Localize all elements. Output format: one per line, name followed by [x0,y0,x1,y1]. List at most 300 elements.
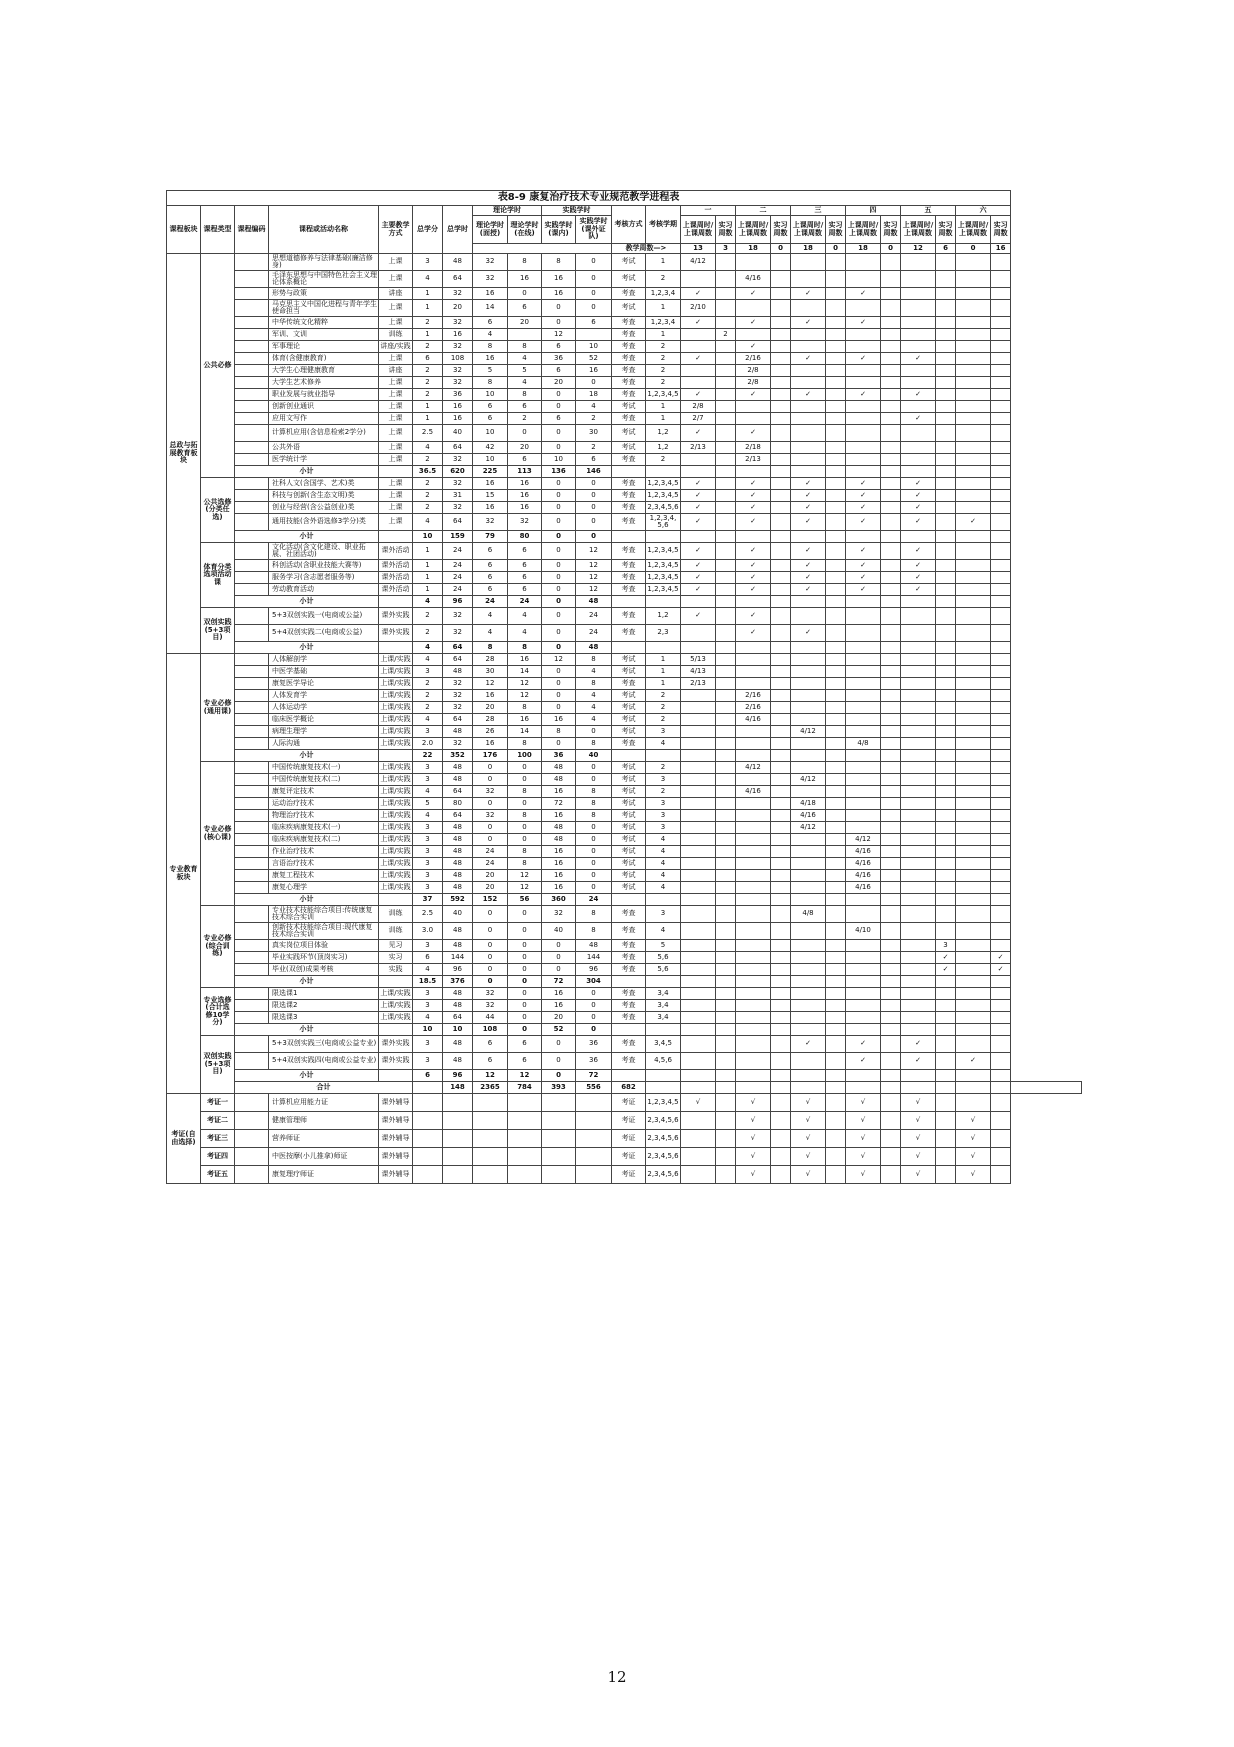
table-title: 表8-9 康复治疗技术专业规范教学进程表 [167,191,1011,206]
semester-cell [791,1070,826,1082]
exam-term: 1 [646,329,681,341]
semester-cell [771,531,791,543]
semester-cell [846,454,881,466]
semester-cell [716,726,736,738]
total-hours: 10 [443,1024,473,1036]
semester-cell: ✓ [736,572,771,584]
theory-online-hours: 12 [508,678,542,690]
semester-cell [681,1070,716,1082]
practice-extra-hours: 0 [576,846,612,858]
semester-cell: ✓ [681,514,716,531]
semester-cell [881,666,901,678]
credits: 1 [413,300,443,317]
credits [413,1094,443,1112]
teaching-method: 课外辅导 [379,1130,413,1148]
semester-cell [826,608,846,625]
total-hours: 159 [443,531,473,543]
semester-cell [736,988,771,1000]
course-code [235,389,269,401]
total-hours: 352 [443,750,473,762]
total-hours: 48 [443,254,473,271]
semester-cell [736,1082,771,1094]
semester-cell [716,317,736,329]
credits [413,1166,443,1184]
theory-class-hours: 15 [473,490,508,502]
semester-cell [901,940,936,952]
theory-class-hours: 4 [473,608,508,625]
semester-cell [771,822,791,834]
semester-cell [771,762,791,774]
theory-online-hours [508,1130,542,1148]
exam-term: 3 [646,726,681,738]
exam-term: 1,2,3,4,5 [646,560,681,572]
semester-cell [881,514,901,531]
exam-method: 考查 [612,952,646,964]
semester-cell [991,584,1011,596]
semester-cell [716,834,736,846]
semester-cell [936,1130,956,1148]
exam-method: 考试 [612,870,646,882]
exam-term: 5 [646,940,681,952]
semester-cell [826,1053,846,1070]
total-hours [443,1166,473,1184]
semester-cell [936,425,956,442]
theory-online-hours: 16 [508,478,542,490]
practice-class-hours: 0 [542,317,576,329]
semester-cell [901,952,936,964]
course-name: 限选课1 [269,988,379,1000]
total-hours [443,1148,473,1166]
semester-cell [771,1012,791,1024]
semester-cell [901,1012,936,1024]
semester-cell [936,560,956,572]
semester-cell [956,584,991,596]
semester-cell [791,1012,826,1024]
semester-cell [846,774,881,786]
credits: 2 [413,690,443,702]
table-row [167,870,1082,882]
semester-cell [846,714,881,726]
semester-cell [826,514,846,531]
semester-cell [736,976,771,988]
semester-cell: ✓ [736,502,771,514]
total-hours: 32 [443,738,473,750]
exam-method: 考查 [612,413,646,425]
semester-cell [826,750,846,762]
theory-online-hours: 8 [508,642,542,654]
course-name: 毛泽东思想与中国特色社会主义理论体系概论 [269,271,379,288]
semester-cell [826,560,846,572]
semester-cell [681,798,716,810]
exam-method: 考查 [612,625,646,642]
practice-class-hours: 20 [542,1012,576,1024]
semester-cell [681,341,716,353]
practice-extra-hours: 0 [576,514,612,531]
practice-class-hours: 16 [542,714,576,726]
semester-cell [716,478,736,490]
semester-cell [881,976,901,988]
semester-cell: ✓ [846,288,881,300]
semester-cell [716,702,736,714]
semester-cell: 5/13 [681,654,716,666]
table-row [167,389,1082,401]
course-name: 康复理疗师证 [269,1166,379,1184]
exam-method: 考试 [612,774,646,786]
exam-term: 1,2,3,4,5 [646,478,681,490]
credits: 6 [413,952,443,964]
theory-online-hours: 12 [508,690,542,702]
theory-online-hours [508,1166,542,1184]
theory-class-hours: 32 [473,988,508,1000]
practice-class-hours: 16 [542,1000,576,1012]
semester-cell: ✓ [791,389,826,401]
theory-online-hours: 12 [508,882,542,894]
semester-cell [991,940,1011,952]
total-hours: 64 [443,271,473,288]
semester-cell [771,1053,791,1070]
semester-cell [771,810,791,822]
semester-cell [936,750,956,762]
semester-cell [826,882,846,894]
course-code [235,317,269,329]
theory-online-hours: 8 [508,702,542,714]
practice-class-hours: 6 [542,413,576,425]
semester-cell [956,798,991,810]
semester-cell [991,1112,1011,1130]
practice-extra-hours: 0 [576,254,612,271]
semester-cell [936,726,956,738]
semester-cell [716,413,736,425]
semester-cell [881,786,901,798]
header-sem-col: 上课周时/上课周数 [736,216,771,244]
theory-class-hours: 8 [473,341,508,353]
practice-extra-hours: 8 [576,923,612,940]
semester-cell [771,858,791,870]
total-hours: 32 [443,317,473,329]
semester-cell [881,502,901,514]
practice-class-hours: 52 [542,1024,576,1036]
header-semester-1: 一 [681,206,736,216]
course-code [235,1094,269,1112]
semester-cell [936,389,956,401]
practice-class-hours: 0 [542,401,576,413]
practice-extra-hours [576,1148,612,1166]
header-week-count: 18 [736,244,771,254]
semester-cell [901,702,936,714]
semester-cell [771,952,791,964]
total-row [167,1082,1082,1094]
semester-cell [681,846,716,858]
semester-cell [901,988,936,1000]
semester-cell [901,377,936,389]
subtotal-label: 小计 [235,1070,379,1082]
subtotal-row [167,1024,1082,1036]
semester-cell [681,1000,716,1012]
semester-cell [881,1094,901,1112]
semester-cell [846,702,881,714]
semester-cell [826,976,846,988]
theory-class-hours: 32 [473,786,508,798]
semester-cell [716,810,736,822]
semester-cell: √ [846,1112,881,1130]
theory-class-hours: 225 [473,466,508,478]
course-type-cell: 公共必修 [201,254,235,478]
semester-cell [826,738,846,750]
header-week-count: 16 [991,244,1011,254]
theory-online-hours: 8 [508,810,542,822]
semester-cell: √ [736,1094,771,1112]
header-sem-col: 实习周数 [991,216,1011,244]
semester-cell: 4/16 [736,714,771,726]
table-row [167,846,1082,858]
semester-cell [791,413,826,425]
subtotal-label: 小计 [235,894,379,906]
semester-cell [681,810,716,822]
semester-cell [771,625,791,642]
theory-class-hours: 20 [473,870,508,882]
exam-method [646,1082,681,1094]
course-code [235,1036,269,1053]
course-code [235,300,269,317]
total-hours: 376 [443,976,473,988]
semester-cell [956,442,991,454]
semester-cell: ✓ [846,389,881,401]
semester-cell: √ [736,1148,771,1166]
course-code [235,454,269,466]
semester-cell: 4/12 [736,762,771,774]
semester-cell [846,976,881,988]
semester-cell [681,940,716,952]
semester-cell: ✓ [736,514,771,531]
semester-cell [1011,1082,1082,1094]
theory-class-hours: 44 [473,1012,508,1024]
semester-cell [716,1036,736,1053]
practice-extra-hours: 0 [576,1024,612,1036]
header-week-count: 18 [791,244,826,254]
table-row [167,774,1082,786]
semester-cell [881,1082,901,1094]
semester-cell [716,341,736,353]
total-hours: 32 [443,678,473,690]
credits: 22 [413,750,443,762]
teaching-method: 上课 [379,478,413,490]
practice-extra-hours: 0 [576,478,612,490]
teaching-method: 上课/实践 [379,726,413,738]
total-hours: 48 [443,774,473,786]
practice-extra-hours: 0 [576,988,612,1000]
semester-cell [881,738,901,750]
exam-term: 1,2,3,4,5 [646,572,681,584]
credits: 18.5 [413,976,443,988]
module-cell: 考证(自由选择) [167,1094,201,1184]
total-hours: 48 [443,834,473,846]
exam-method: 考试 [612,690,646,702]
semester-cell [936,976,956,988]
course-code [235,543,269,560]
semester-cell [826,329,846,341]
semester-cell: √ [791,1166,826,1184]
practice-extra-hours: 72 [576,1070,612,1082]
semester-cell: 4/16 [846,870,881,882]
semester-cell [771,584,791,596]
semester-cell [716,738,736,750]
practice-class-hours: 0 [542,514,576,531]
course-name: 中国传统康复技术(一) [269,762,379,774]
semester-cell: 2/8 [681,401,716,413]
semester-cell [901,858,936,870]
exam-method: 考查 [612,906,646,923]
exam-method: 考查 [612,502,646,514]
semester-cell [826,858,846,870]
semester-cell [826,774,846,786]
semester-cell [826,798,846,810]
credits: 2 [413,478,443,490]
course-name: 计算机应用能力证 [269,1094,379,1112]
semester-cell [881,317,901,329]
semester-cell [771,906,791,923]
semester-cell [936,822,956,834]
semester-cell [881,596,901,608]
course-code [235,608,269,625]
semester-cell [991,454,1011,466]
semester-cell: ✓ [901,572,936,584]
course-name: 人体发育学 [269,690,379,702]
semester-cell [771,1094,791,1112]
semester-cell [826,596,846,608]
semester-cell [956,1094,991,1112]
course-name: 文化活动(含文化建设、职业拓展、社团活动) [269,543,379,560]
semester-cell [771,976,791,988]
semester-cell [826,584,846,596]
total-hours [443,1112,473,1130]
exam-term: 1,2,3,4 [646,288,681,300]
header-week-count: 0 [956,244,991,254]
semester-cell [901,666,936,678]
semester-cell [991,906,1011,923]
semester-cell [956,678,991,690]
semester-cell [901,923,936,940]
theory-online-hours: 20 [508,442,542,454]
course-code [235,1112,269,1130]
exam-method: 考试 [612,442,646,454]
semester-cell [791,341,826,353]
theory-online-hours: 14 [508,666,542,678]
course-type-cell: 专业必修(核心课) [201,762,235,906]
practice-class-hours: 0 [542,738,576,750]
semester-cell [681,786,716,798]
practice-extra-hours: 12 [576,543,612,560]
semester-cell [771,1082,791,1094]
semester-cell [791,690,826,702]
semester-cell [826,1094,846,1112]
exam-term [646,596,681,608]
semester-cell [716,466,736,478]
semester-cell [936,572,956,584]
semester-cell [736,666,771,678]
semester-cell [956,365,991,377]
semester-cell [991,666,1011,678]
credits: 10 [413,1024,443,1036]
semester-cell: ✓ [736,425,771,442]
semester-cell [901,810,936,822]
header-semester-2: 二 [736,206,791,216]
theory-online-hours: 6 [508,454,542,466]
semester-cell: ✓ [791,514,826,531]
exam-method: 考查 [612,940,646,952]
exam-term: 3,4 [646,1012,681,1024]
semester-cell [681,964,716,976]
table-row [167,882,1082,894]
semester-cell [881,940,901,952]
course-name: 劳动教育活动 [269,584,379,596]
practice-class-hours: 16 [542,858,576,870]
semester-cell [771,940,791,952]
semester-cell [991,353,1011,365]
semester-cell [771,798,791,810]
course-code [235,1130,269,1148]
theory-class-hours: 0 [473,798,508,810]
credits: 3 [413,1053,443,1070]
semester-cell: ✓ [681,572,716,584]
total-hours: 32 [443,690,473,702]
semester-cell [881,834,901,846]
semester-cell [901,1082,936,1094]
semester-cell [956,596,991,608]
semester-cell [881,329,901,341]
semester-cell: √ [791,1130,826,1148]
semester-cell [991,531,1011,543]
theory-class-hours: 5 [473,365,508,377]
table-row [167,923,1082,940]
semester-cell: ✓ [681,353,716,365]
semester-cell [736,654,771,666]
practice-extra-hours: 4 [576,690,612,702]
semester-cell [956,341,991,353]
practice-extra-hours: 8 [576,906,612,923]
theory-online-hours: 0 [508,288,542,300]
theory-class-hours [473,1094,508,1112]
theory-class-hours: 6 [473,413,508,425]
exam-method [612,894,646,906]
semester-cell: ✓ [901,543,936,560]
practice-class-hours: 16 [542,786,576,798]
semester-cell: ✓ [736,584,771,596]
semester-cell [991,317,1011,329]
course-code [235,822,269,834]
table-row [167,726,1082,738]
semester-cell [826,502,846,514]
semester-cell [881,798,901,810]
header-week-count: 0 [826,244,846,254]
exam-method [612,466,646,478]
semester-cell [936,923,956,940]
semester-cell [881,425,901,442]
semester-cell [716,774,736,786]
semester-cell [881,413,901,425]
semester-cell: ✓ [846,502,881,514]
course-name: 康复工程技术 [269,870,379,882]
semester-cell [736,531,771,543]
practice-class-hours: 556 [576,1082,612,1094]
semester-cell [936,834,956,846]
semester-cell [956,401,991,413]
semester-cell [936,608,956,625]
semester-cell [771,543,791,560]
total-hours: 64 [443,442,473,454]
semester-cell [956,389,991,401]
semester-cell [826,490,846,502]
course-code [235,834,269,846]
